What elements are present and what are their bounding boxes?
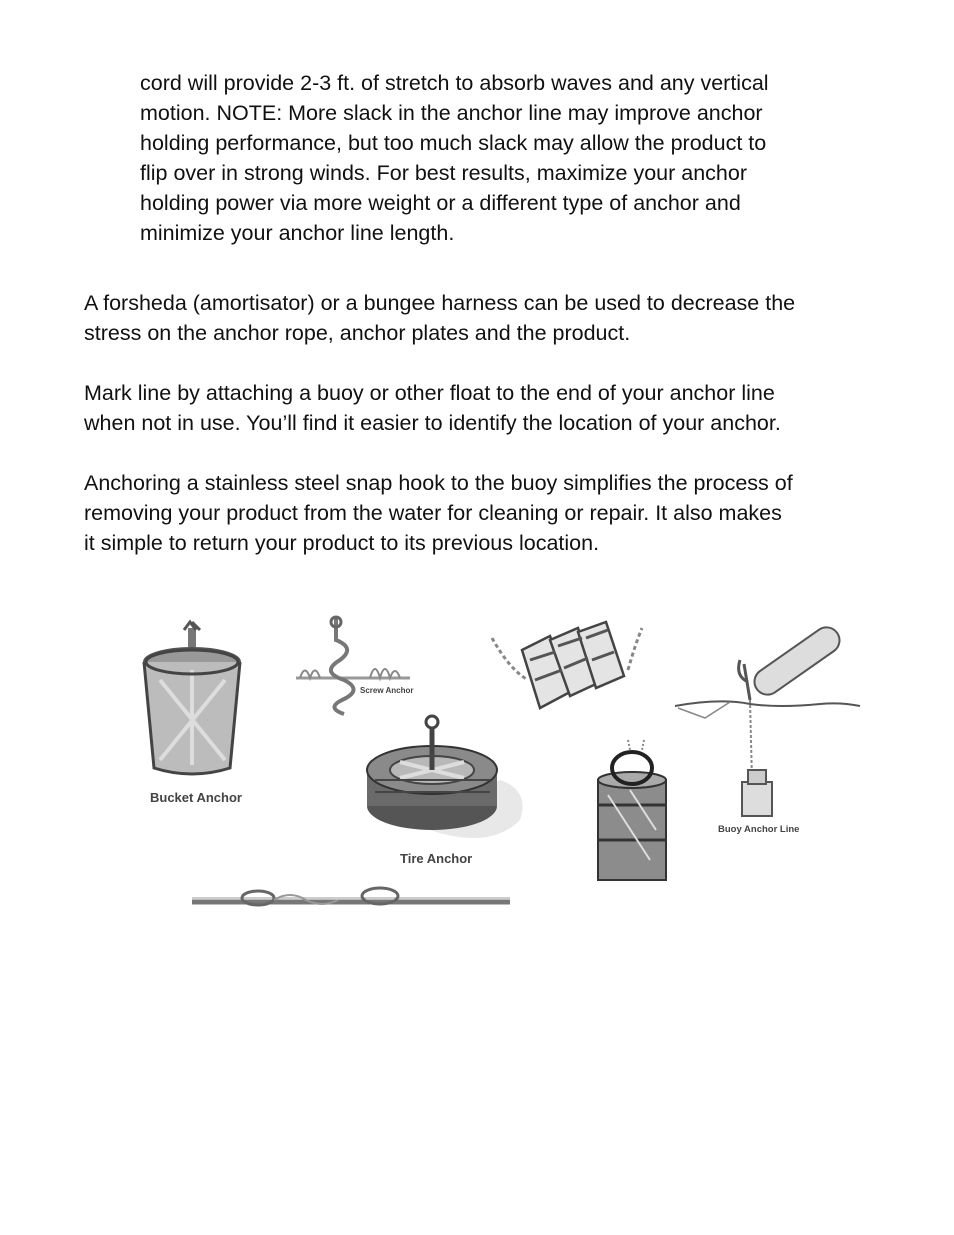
barrel-anchor-icon (598, 740, 666, 880)
text-line: it simple to return your product to its previous location. (84, 531, 600, 555)
cinder-block-chain-icon (492, 622, 642, 708)
text-line: removing your product from the water for cleaning or repair. It also makes (84, 501, 782, 525)
text-line: when not in use. You’ll find it easier to identify the location of your anchor. (84, 411, 781, 435)
bungee-cord-icon (192, 888, 510, 905)
caption-bucket-anchor: Bucket Anchor (150, 790, 242, 805)
text-line: holding performance, but too much slack may allow the product to (140, 131, 767, 155)
paragraph-anchor-slack-note (140, 68, 769, 248)
caption-tire-anchor: Tire Anchor (400, 851, 473, 866)
text-line: motion. NOTE: More slack in the anchor line may improve anchor (140, 101, 763, 125)
tire-anchor-icon (367, 716, 523, 838)
paragraph-forsheda (84, 288, 795, 348)
paragraph-snap-hook (84, 468, 793, 558)
text-line: minimize your anchor line length. (140, 221, 455, 245)
text-line: cord will provide 2-3 ft. of stretch to absorb waves and any vertical (140, 71, 769, 95)
anchor-types-illustration (130, 600, 870, 930)
text-line: holding power via more weight or a different type of anchor and (140, 191, 741, 215)
paragraph-mark-line (84, 378, 781, 438)
buoy-anchor-line-icon (675, 622, 860, 816)
text-line: A forsheda (amortisator) or a bungee harness can be used to decrease the (84, 291, 796, 315)
text-line: Mark line by attaching a buoy or other float to the end of your anchor line (84, 381, 775, 405)
text-line: stress on the anchor rope, anchor plates and the product. (84, 321, 631, 345)
bucket-anchor-icon (144, 622, 240, 774)
screw-anchor-icon (296, 617, 410, 714)
caption-screw-anchor: Screw Anchor (360, 686, 414, 695)
text-line: Anchoring a stainless steel snap hook to the buoy simplifies the process of (84, 471, 793, 495)
text-line: flip over in strong winds. For best results, maximize your anchor (140, 161, 748, 185)
caption-buoy-anchor-line: Buoy Anchor Line (718, 824, 800, 835)
